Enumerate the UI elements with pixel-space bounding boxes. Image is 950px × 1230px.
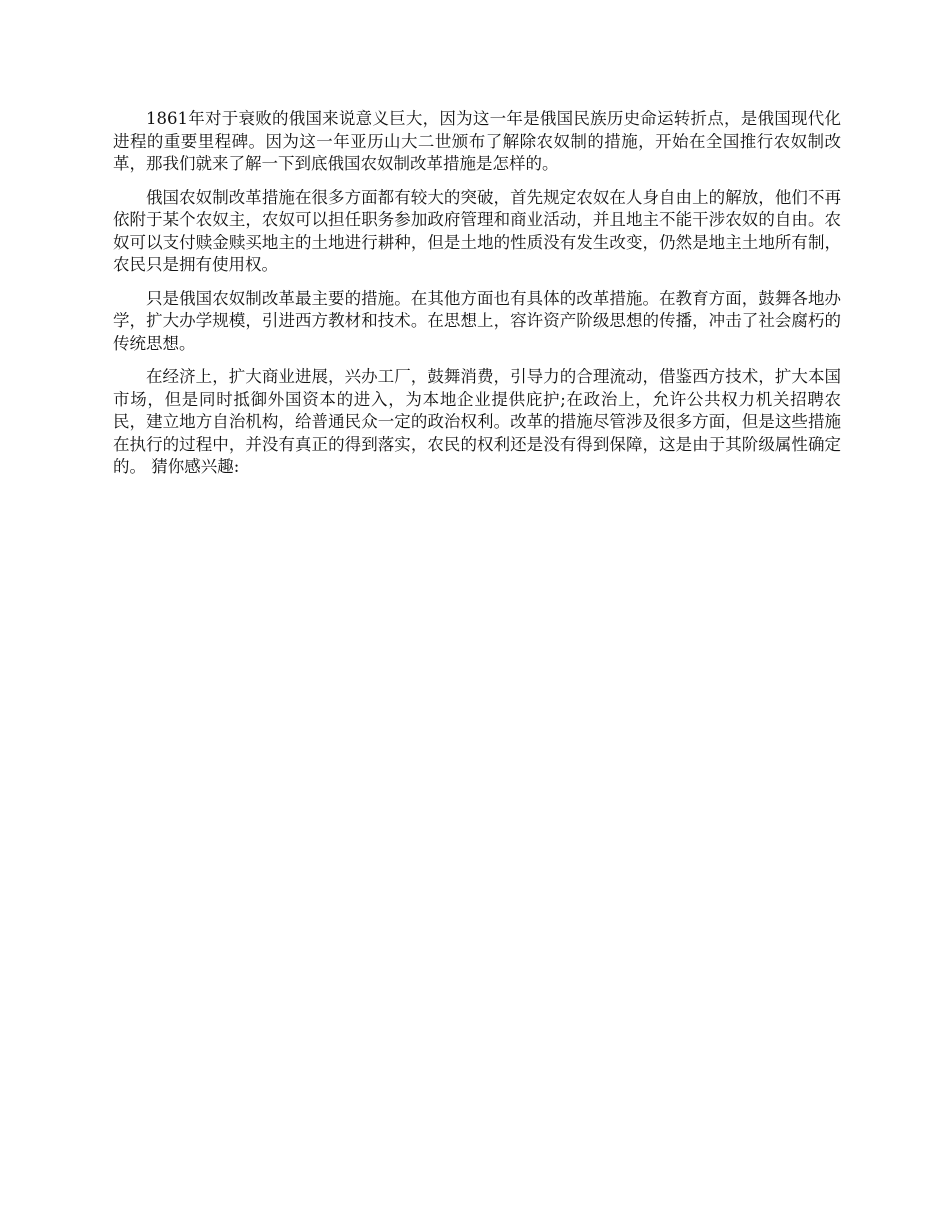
paragraph-3: 只是俄国农奴制改革最主要的措施。在其他方面也有具体的改革措施。在教育方面，鼓舞各地办学，扩大办学规模，引进西方教材和技术。在思想上，容许资产阶级思想的传播，冲击了社会腐朽的传统思想。 [113,288,841,353]
paragraph-4: 在经济上，扩大商业进展，兴办工厂，鼓舞消费，引导力的合理流动，借鉴西方技术，扩大本国市场，但是同时抵御外国资本的进入，为本地企业提供庇护;在政治上，允许公共权力机关招聘农民，建立地方自治机构，给普通民众一定的政治权利。改革的措施尽管涉及很多方面，但是这些措施在执行的过程中，并没有真正的得到落实，农民的权利还是没有得到保障，这是由于其阶级属性确定的。 猜你感兴趣: [113,367,841,476]
document-body [113,108,841,490]
paragraph-2: 俄国农奴制改革措施在很多方面都有较大的突破，首先规定农奴在人身自由上的解放，他们不再依附于某个农奴主，农奴可以担任职务参加政府管理和商业活动，并且地主不能干涉农奴的自由。农奴可以支付赎金赎买地主的土地进行耕种，但是土地的性质没有发生改变，仍然是地主土地所有制，农民只是拥有使用权。 [113,187,841,274]
paragraph-1: 1861年对于衰败的俄国来说意义巨大，因为这一年是俄国民族历史命运转折点，是俄国现代化进程的重要里程碑。因为这一年亚历山大二世颁布了解除农奴制的措施，开始在全国推行农奴制改革，那我们就来了解一下到底俄国农奴制改革措施是怎样的。 [113,109,841,173]
